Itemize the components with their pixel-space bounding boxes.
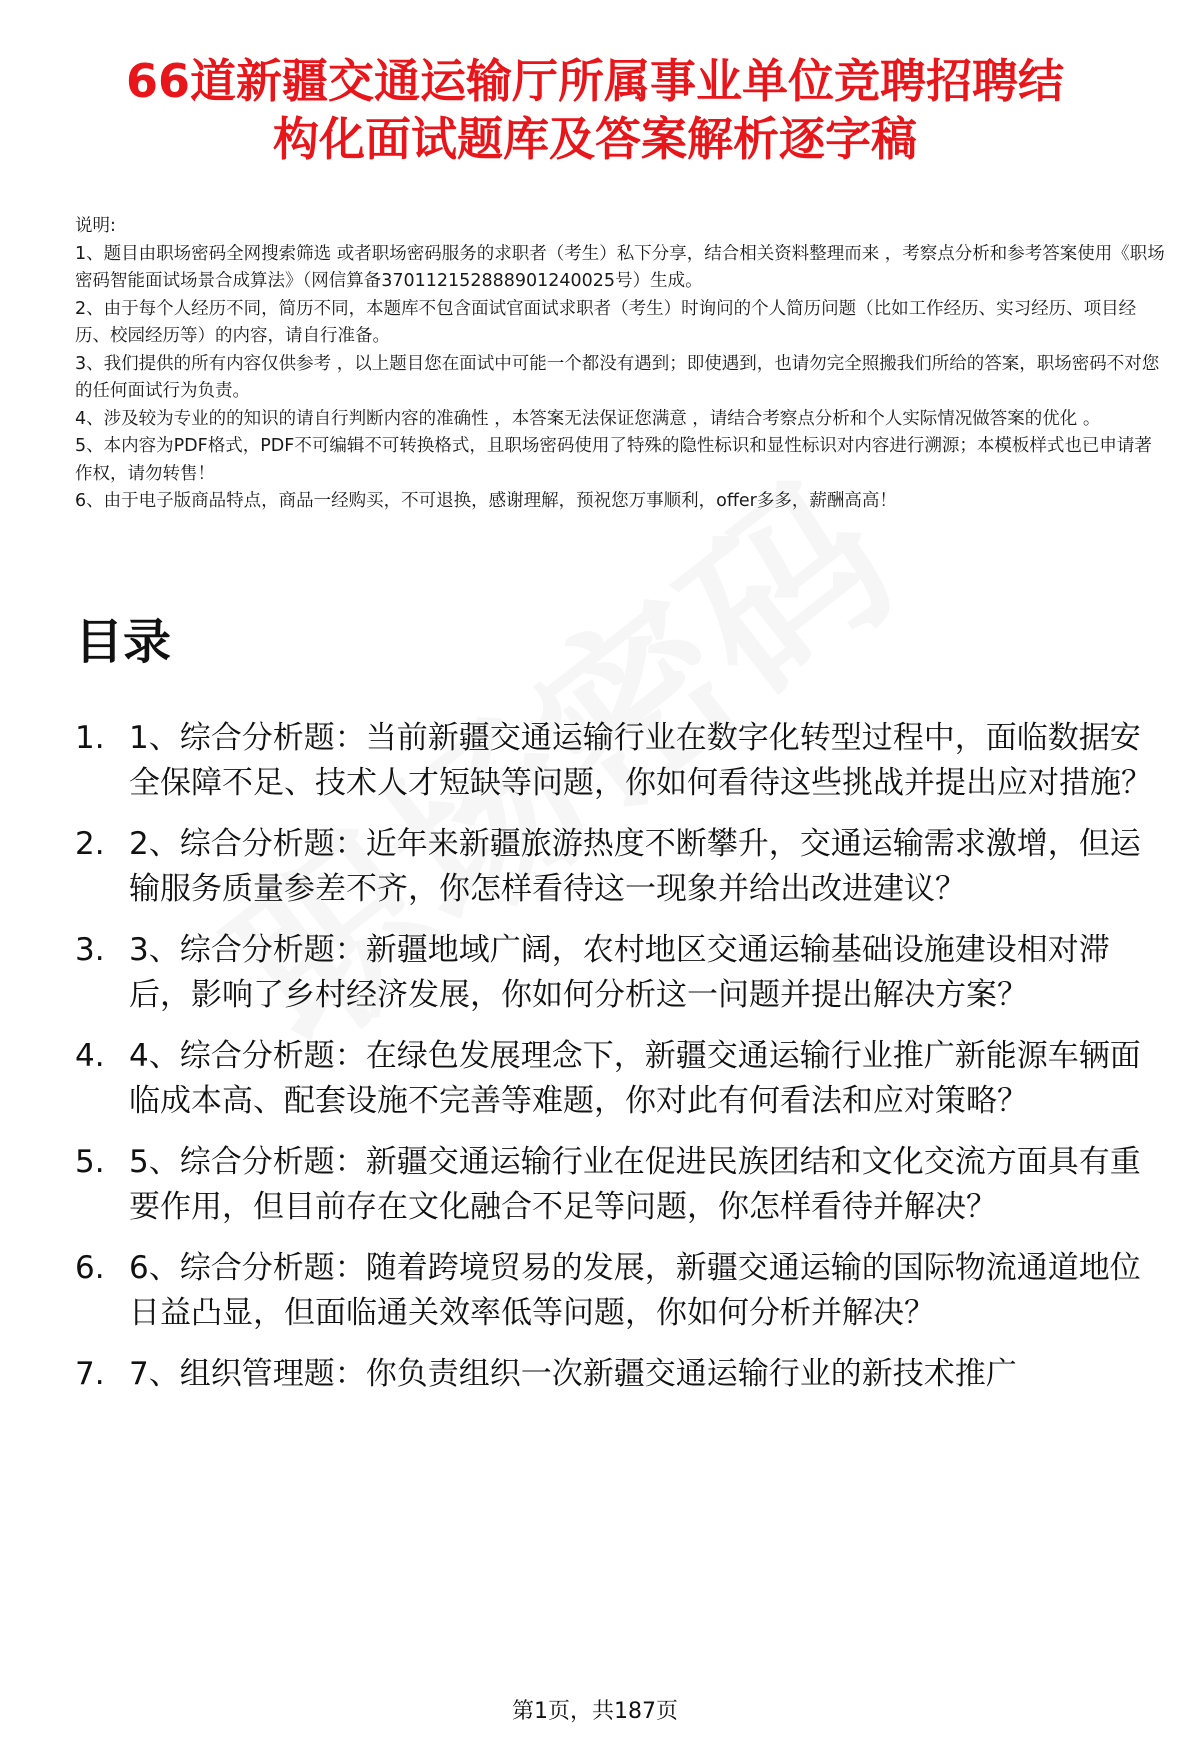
toc-item-text: 2、综合分析题：近年来新疆旅游热度不断攀升，交通运输需求激增，但运输服务质量参差不齐，你怎样看待这一现象并给出改进建议？ <box>129 826 1141 907</box>
title-line-1: 66道新疆交通运输厅所属事业单位竞聘招聘结 <box>125 54 1064 108</box>
toc-item-text: 6、综合分析题：随着跨境贸易的发展，新疆交通运输的国际物流通道地位日益凸显，但面临通关效率低等问题，你如何分析并解决？ <box>129 1250 1141 1331</box>
note-item-4: 4、涉及较为专业的的知识的请自行判断内容的准确性 ，本答案无法保证您满意 ，请结合考察点分析和个人实际情况做答案的优化 。 <box>75 408 1101 429</box>
toc-item-text: 1、综合分析题：当前新疆交通运输行业在数字化转型过程中，面临数据安全保障不足、技术人才短缺等问题，你如何看待这些挑战并提出应对措施？ <box>129 720 1152 801</box>
document-title <box>60 52 1130 168</box>
toc-item-number: 4. <box>75 1038 105 1074</box>
toc-heading: 目录 <box>75 614 172 670</box>
toc-item-number: 3. <box>75 932 105 968</box>
page-footer: 第1页，共187页 <box>512 1699 678 1724</box>
toc-item-number: 2. <box>75 826 105 862</box>
toc-item-number: 6. <box>75 1250 105 1286</box>
notes-section <box>75 213 1165 516</box>
toc-item[interactable] <box>75 716 1165 805</box>
toc-item-text: 4、综合分析题：在绿色发展理念下，新疆交通运输行业推广新能源车辆面临成本高、配套设施不完善等难题，你对此有何看法和应对策略？ <box>129 1038 1141 1119</box>
note-item-3: 3、我们提供的所有内容仅供参考 ，以上题目您在面试中可能一个都没有遇到；即使遇到，也请勿完全照搬我们所给的答案，职场密码不对您的任何面试行为负责。 <box>75 353 1160 401</box>
toc-item-number: 1. <box>75 720 105 756</box>
toc-item[interactable] <box>75 1352 1165 1397</box>
note-item-2: 2、由于每个人经历不同，简历不同，本题库不包含面试官面试求职者（考生）时询问的个人简历问题（比如工作经历、实习经历、项目经历、校园经历等）的内容，请自行准备。 <box>75 298 1137 346</box>
toc-item[interactable] <box>75 1246 1165 1335</box>
toc-item[interactable] <box>75 1034 1165 1123</box>
table-of-contents <box>75 716 1165 1414</box>
toc-item[interactable] <box>75 928 1165 1017</box>
note-item-6: 6、由于电子版商品特点，商品一经购买，不可退换，感谢理解，预祝您万事顺利，offer多多，薪酬高高！ <box>75 491 897 511</box>
note-item-1: 1、题目由职场密码全网搜索筛选 或者职场密码服务的求职者（考生）私下分享，结合相关资料整理而来 ，考察点分析和参考答案使用《职场密码智能面试场景合成算法》（网信算备370112152888901240025号）生成。 <box>75 243 1165 291</box>
toc-item-number: 7. <box>75 1356 105 1392</box>
toc-item-text: 7、组织管理题：你负责组织一次新疆交通运输行业的新技术推广 <box>129 1356 1017 1392</box>
toc-item-text: 3、综合分析题：新疆地域广阔，农村地区交通运输基础设施建设相对滞后，影响了乡村经济发展，你如何分析这一问题并提出解决方案？ <box>129 932 1110 1013</box>
title-line-2: 构化面试题库及答案解析逐字稿 <box>273 112 917 166</box>
toc-item[interactable] <box>75 1140 1165 1229</box>
notes-label: 说明: <box>75 216 116 236</box>
toc-item[interactable] <box>75 822 1165 911</box>
toc-item-text: 5、综合分析题：新疆交通运输行业在促进民族团结和文化交流方面具有重要作用，但目前存在文化融合不足等问题，你怎样看待并解决？ <box>129 1144 1141 1225</box>
note-item-5: 5、本内容为PDF格式，PDF不可编辑不可转换格式，且职场密码使用了特殊的隐性标识和显性标识对内容进行溯源；本模板样式也已申请著作权，请勿转售！ <box>75 436 1152 484</box>
toc-item-number: 5. <box>75 1144 105 1180</box>
